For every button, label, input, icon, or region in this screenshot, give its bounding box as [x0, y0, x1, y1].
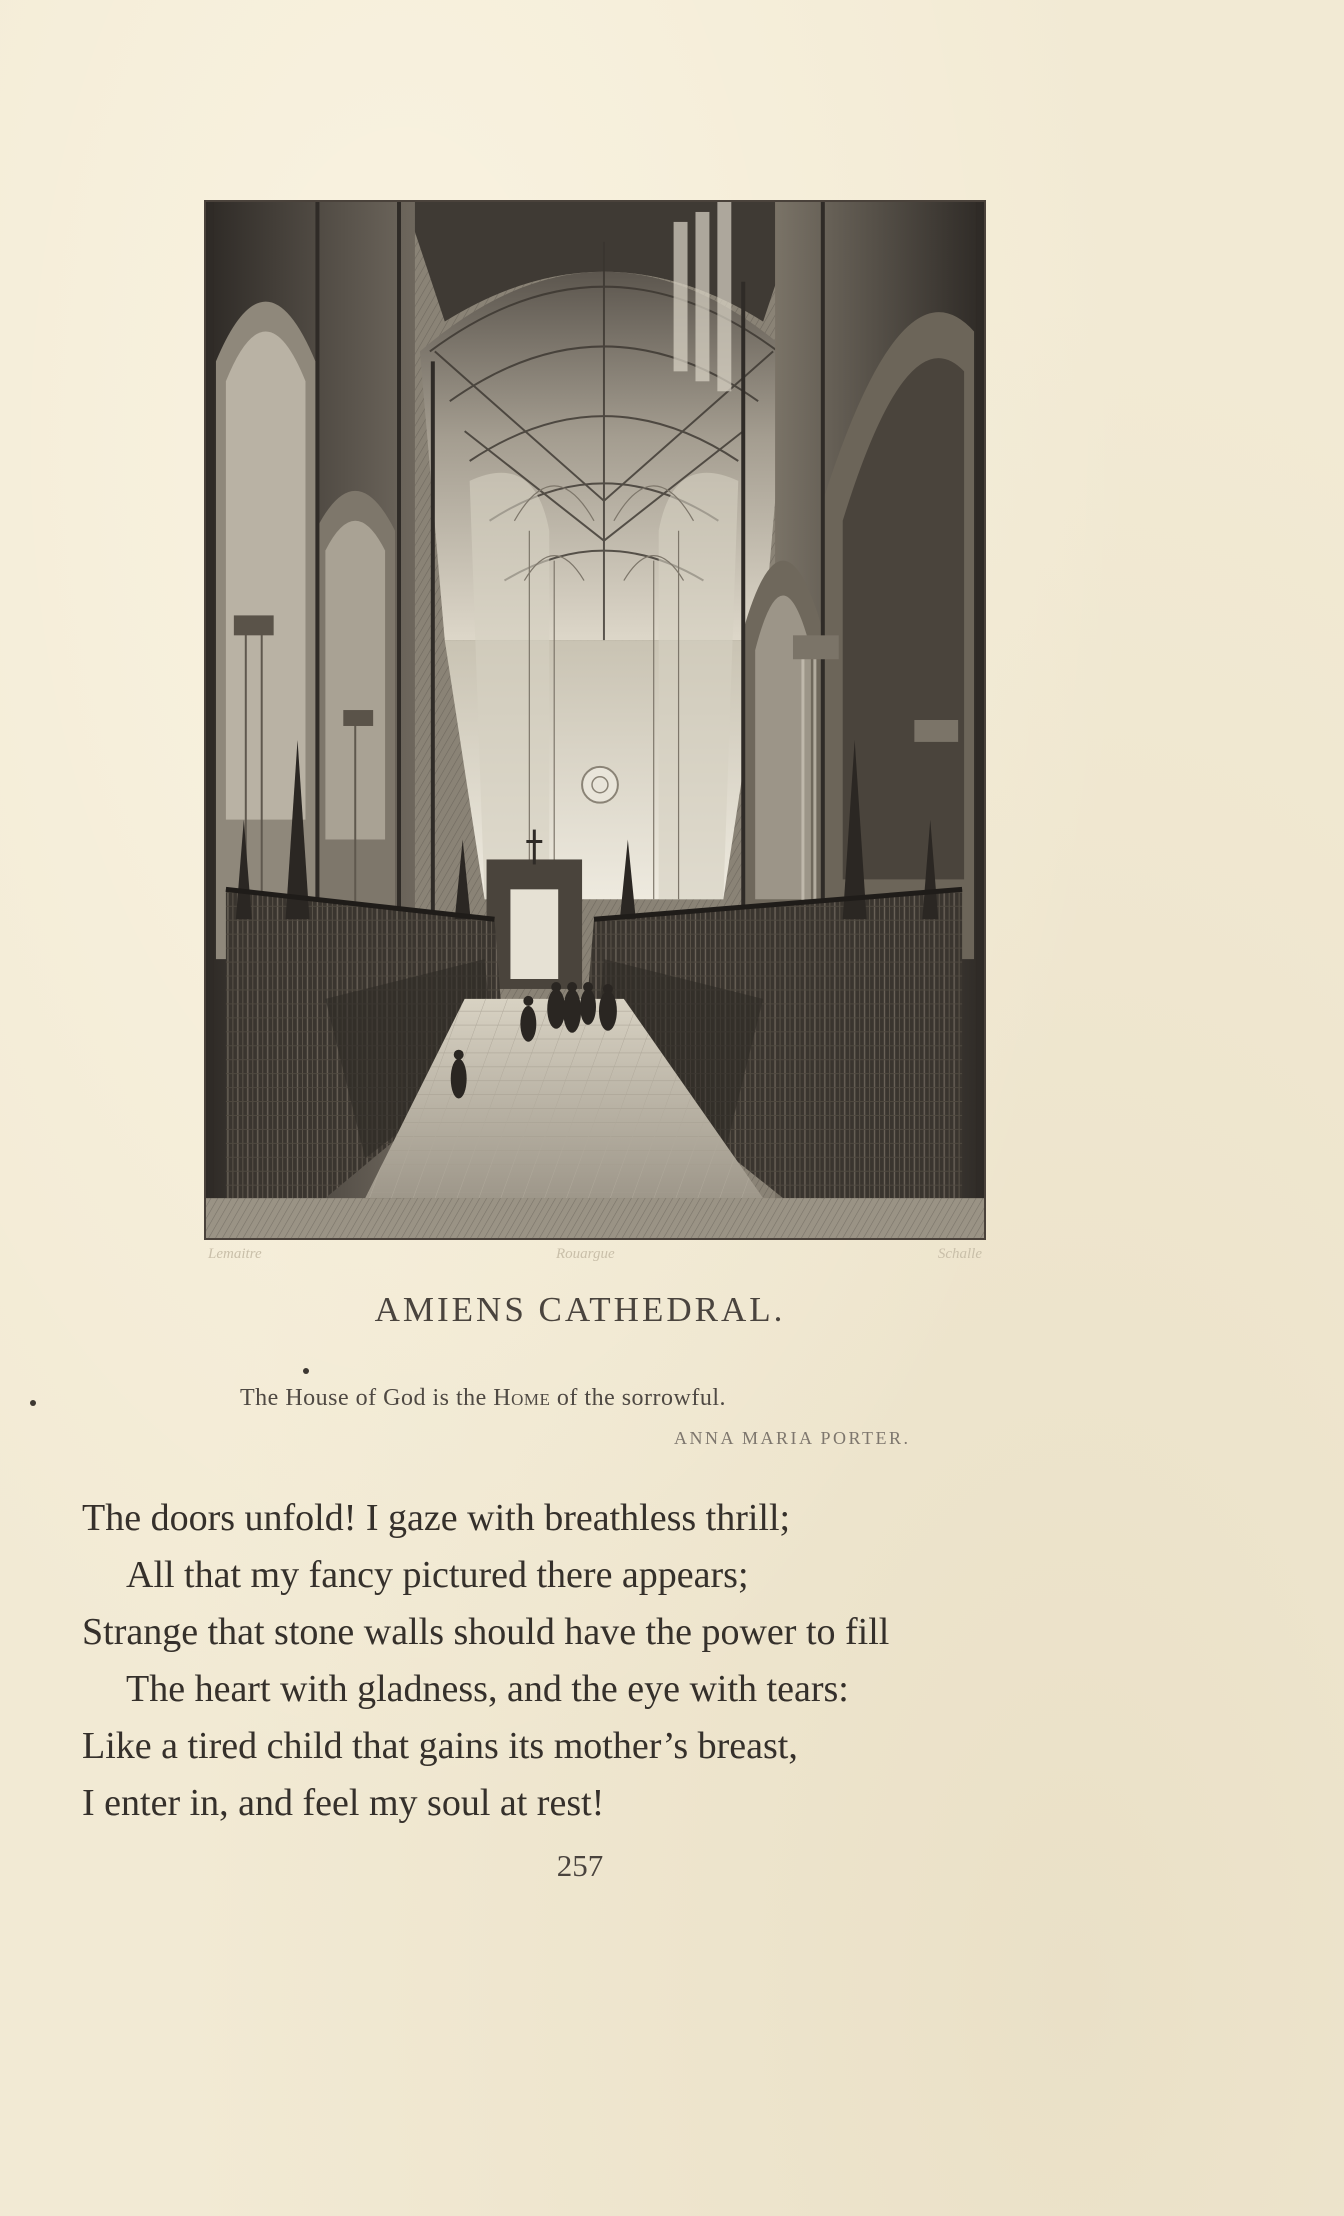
poem-line: The doors unfold! I gaze with breathless thrill; [82, 1497, 791, 1539]
engraver-credit-right: Schalle [937, 1246, 982, 1262]
ink-speck [303, 1368, 309, 1374]
cathedral-nave-illustration [206, 202, 984, 1238]
engraver-credits [204, 1244, 986, 1274]
epigraph-text-end: of the sorrowful. [550, 1385, 727, 1411]
cathedral-engraving [204, 200, 986, 1240]
ink-speck [30, 1400, 36, 1406]
epigraph-text-start: The House of God is the [240, 1385, 494, 1411]
engraver-credit-center: Rouargue [556, 1246, 615, 1262]
epigraph-small-caps: Home [493, 1385, 551, 1411]
poem-line: Strange that stone walls should have the power to fill [82, 1611, 890, 1653]
poem-stanza [82, 1490, 1142, 1832]
epigraph [240, 1385, 726, 1412]
epigraph-attribution: ANNA MARIA PORTER. [674, 1428, 911, 1448]
poem-line: I enter in, and feel my soul at rest! [82, 1782, 605, 1824]
poem-line: All that my fancy pictured there appears; [126, 1554, 749, 1596]
page-number: 257 [556, 1848, 604, 1883]
engraver-credit-left: Lemaitre [208, 1246, 262, 1262]
plate-title: AMIENS CATHEDRAL. [374, 1290, 786, 1329]
poem-line: The heart with gladness, and the eye with tears: [126, 1668, 849, 1710]
poem-line: Like a tired child that gains its mother’s breast, [82, 1725, 798, 1767]
